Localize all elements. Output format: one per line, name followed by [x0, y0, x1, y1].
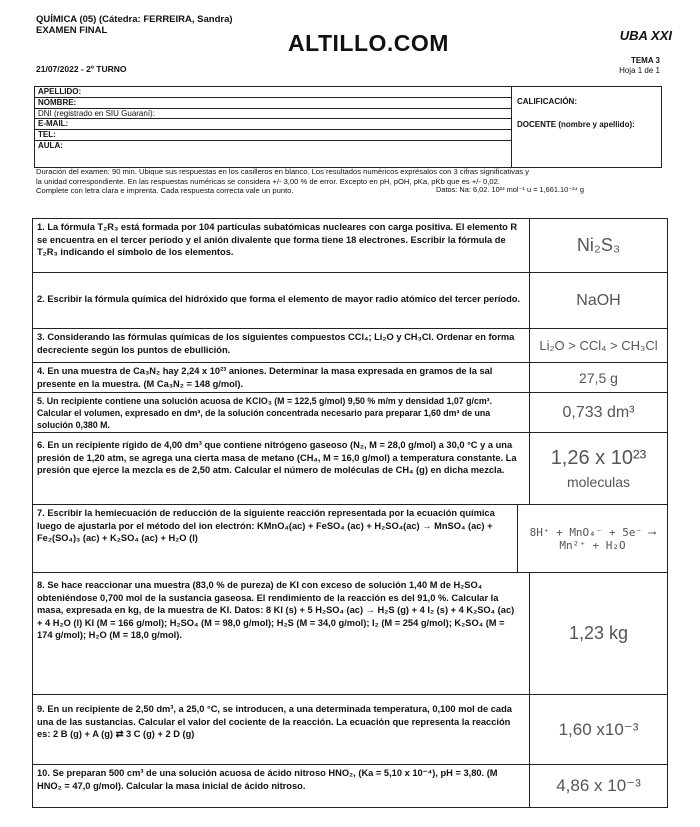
subject-title: QUÍMICA (05) (Cátedra: FERREIRA, Sandra) — [36, 14, 233, 25]
student-id-form — [34, 86, 662, 168]
field-dni[interactable]: DNI (registrado en SIU Guaraní): — [35, 109, 511, 120]
answer-box[interactable]: Ni₂S₃ — [529, 219, 667, 272]
field-aula[interactable]: AULA: — [38, 140, 63, 150]
question-text: 4. En una muestra de Ca₃N₂ hay 2,24 x 10²³ aniones. Determinar la masa expresada en gramos de la sal presente en la muestra. (M Ca₃N₂ = 148 g/mol). — [37, 366, 493, 389]
question-row-9 — [33, 695, 667, 765]
question-text: 9. En un recipiente de 2,50 dm³, a 25,0 °C, se introducen, a una determinada temperatura, 0,100 mol de cada una de las sustancias. Calcular el valor del cociente de la reacción. La ecuación que representa la reacción es: 2 B (g) + A (g) ⇄ 3 C (g) + 2 D (g) — [37, 704, 512, 739]
page-indicator: Hoja 1 de 1 — [619, 66, 660, 75]
answer-value: 1,26 x 10²³ — [550, 447, 647, 469]
question-text: 5. Un recipiente contiene una solución acuosa de KClO₃ (M = 122,5 g/mol) 9,50 % m/m y densidad 1,07 g/cm³. Calcular el volumen, expresado en dm³, de la solución concentrada necesario para preparar 1,60 dm³ de una solución 0,380 M. — [37, 396, 493, 430]
question-row-3 — [33, 329, 667, 363]
uba-logo: UBA XXI — [619, 28, 672, 43]
answer-box[interactable]: 4,86 x 10⁻³ — [529, 765, 667, 807]
instructions-line-1: Duración del examen: 90 min. Ubique sus respuestas en los casilleros en blanco. Los resultados numéricos exprésalos con 3 cifras significativas y — [36, 167, 529, 176]
instructions-line-3: Complete con letra clara e imprenta. Cada respuesta correcta vale un punto. — [36, 186, 294, 195]
questions-table — [32, 218, 668, 808]
exam-date: 21/07/2022 - 2º TURNO — [36, 64, 127, 74]
question-row-6 — [33, 433, 667, 505]
field-nombre[interactable]: NOMBRE: — [35, 98, 511, 109]
question-text: 3. Considerando las fórmulas químicas de los siguientes compuestos CCl₄; Li₂O y CH₃Cl. Ordenar en forma decreciente según los puntos de ebullición. — [37, 332, 515, 355]
question-row-10 — [33, 765, 667, 807]
instructions — [36, 167, 666, 196]
question-text: 6. En un recipiente rígido de 4,00 dm³ que contiene nitrógeno gaseoso (N₂, M = 28,0 g/mol) a 30,0 °C y a una presión de 1,20 atm, se agrega una cierta masa de metano (CH₄, M = 16,0 g/mol) a temperatura constante. La presión que ejerce la mezcla es de 2,50 atm. Calcular el número de moléculas de CH₄ (g) en dicha mezcla. — [37, 440, 517, 475]
question-row-2 — [33, 273, 667, 329]
question-text: 1. La fórmula T₂R₃ está formada por 104 partículas subatómicas nucleares con carga positiva. El elemento R se encuentra en el tercer período y el anión divalente que forma tiene 18 electrones. Escribir la fórmula de T₂R₃ indicando el símbolo de los elementos. — [37, 222, 518, 257]
question-row-5 — [33, 393, 667, 433]
answer-box[interactable]: 27,5 g — [529, 363, 667, 392]
calificacion-label: CALIFICACIÓN: — [517, 97, 577, 106]
docente-label: DOCENTE (nombre y apellido): — [517, 120, 635, 129]
answer-box[interactable]: NaOH — [529, 273, 667, 328]
field-tel[interactable]: TEL: — [35, 130, 511, 141]
answer-box[interactable]: 0,733 dm³ — [529, 393, 667, 432]
field-email[interactable]: E-MAIL: — [35, 119, 511, 130]
student-fields — [35, 87, 512, 167]
question-text: 10. Se preparan 500 cm³ de una solución acuosa de ácido nitroso HNO₂, (Ka = 5,10 x 10⁻⁴), pH = 3,80. (M HNO₂ = 47,0 g/mol). Calcular la masa inicial de ácido nitroso. — [37, 768, 498, 791]
constants-data: Datos: Na: 6,02. 10²³ mol⁻¹ u = 1,661.10⁻²⁴ g — [436, 185, 584, 194]
question-text: 2. Escribir la fórmula química del hidróxido que forma el elemento de mayor radio atómico del tercer período. — [37, 294, 521, 304]
answer-box[interactable]: 1,23 kg — [529, 573, 667, 694]
question-row-8 — [33, 573, 667, 695]
answer-unit: moleculas — [566, 474, 631, 490]
question-text: 7. Escribir la hemiecuación de reducción de la siguiente reacción representada por la ecuación química luego de ajustarla por el método del ion electrón: KMnO₄(ac) + FeSO₄ (ac) + H₂SO₄(ac) → MnSO₄ (ac) + Fe₂(SO₄)₃ (ac) + K₂SO₄ (ac) + H₂O (l) — [37, 508, 495, 543]
tema-label — [619, 56, 660, 76]
answer-box[interactable]: 8H⁺ + MnO₄⁻ + 5e⁻ ⟶ Mn²⁺ + H₂O — [517, 505, 667, 572]
question-row-4 — [33, 363, 667, 393]
answer-box[interactable] — [529, 433, 667, 504]
question-text: 8. Se hace reaccionar una muestra (83,0 % de pureza) de KI con exceso de solución 1,40 M de H₂SO₄ obteniéndose 0,700 mol de la sustancia gaseosa. El rendimiento de la reacción es del 91,0 %. Calcular la masa, expresada en kg, de la muestra de KI. Datos: 8 KI (s) + 5 H₂SO₄ (ac) → H₂S (g) + 4 I₂ (s) + 4 K₂SO₄ (ac) + 4 H₂O (l) KI (M = 166 g/mol); H₂SO₄ (M = 98,0 g/mol); H₂S (M = 34,0 g/mol); I₂ (M = 254 g/mol); K₂SO₄ (M = 174 g/mol); H₂O (M = 18,0 g/mol). — [37, 580, 515, 640]
instructions-line-2: la unidad correspondiente. En las respuestas numéricas se considera +/- 3,00 % de error. Excepto en pH, pOH, pKa, pKb que es +/- 0,02. — [36, 176, 500, 186]
exam-title: EXAMEN FINAL — [36, 25, 108, 36]
field-apellido[interactable]: APELLIDO: — [35, 87, 511, 98]
question-row-7 — [33, 505, 667, 573]
answer-box[interactable]: 1,60 x10⁻³ — [529, 695, 667, 764]
answer-box[interactable]: Li₂O > CCl₄ > CH₃Cl — [529, 329, 667, 362]
site-watermark: ALTILLO.COM — [288, 30, 449, 56]
tema-number: TEMA 3 — [630, 56, 660, 65]
question-row-1 — [33, 219, 667, 273]
